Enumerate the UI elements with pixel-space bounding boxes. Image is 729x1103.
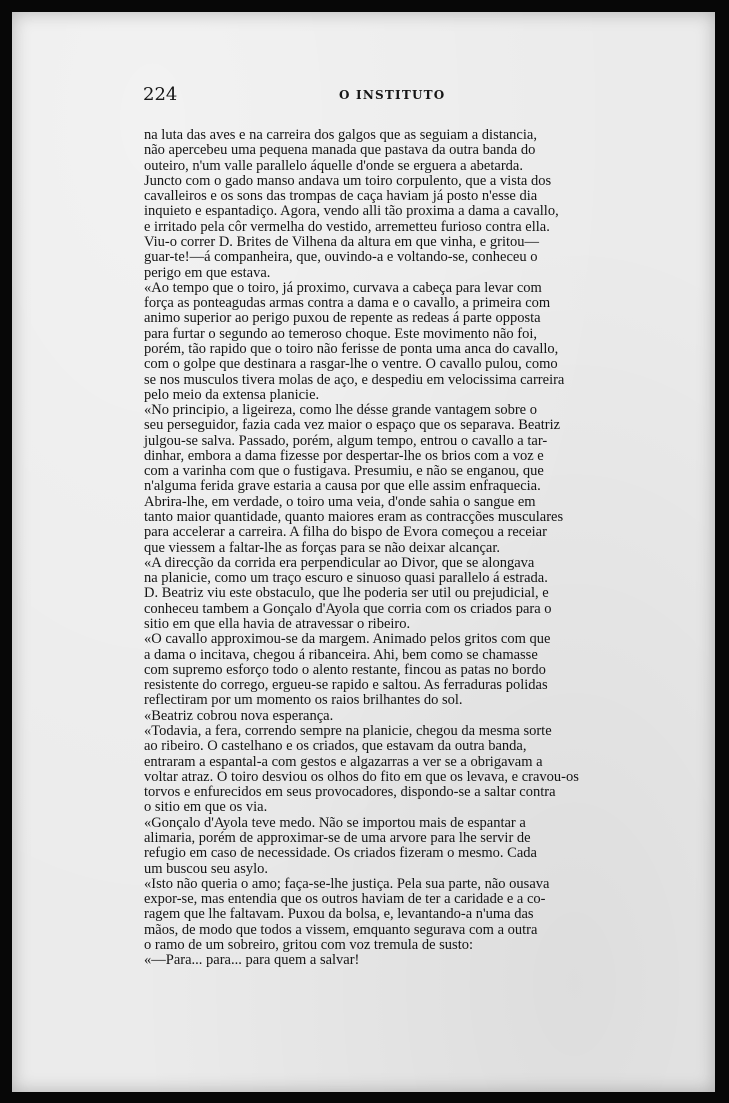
paragraph: «Todavia, a fera, correndo sempre na planicie, chegou da mesma sorte ao ribeiro. O castelhano e os criados, que estavam da outra banda, entraram a espantal-a com gestos e algazarras a ver se a obrigavam a voltar atraz. O toiro desviou os olhos do fito em que os levava, e cravou-os torvos e enfurecidos em seus provocadores, dispondo-se a saltar contra o sitio em que os via. <box>144 722 579 816</box>
paragraph: na luta das aves e na carreira dos galgos que as seguiam a distancia, não apercebeu uma pequena manada que pastava da outra banda do outeiro, n'um valle parallelo áquelle d'onde se erguera a abetarda. Juncto com o gado manso andava um toiro corpulento, que a vista dos cavalleiros e os sons das trompas de caça haviam já posto n'esse dia inquieto e espantadiço. Agora, vendo alli tão proxima a dama a cavallo, e irritado pela côr vermelha do vestido, arremetteu furioso contra ella. Viu-o correr D. Brites de Vilhena da altura em que vinha, e gritou— guar-te!—á companheira, que, ouvindo-a e voltando-se, conheceu o perigo em que estava. <box>144 127 559 281</box>
body-text <box>144 128 628 968</box>
paragraph: «No principio, a ligeireza, como lhe désse grande vantagem sobre o seu perseguidor, fazia cada vez maior o espaço que os separava. Beatriz julgou-se salva. Passado, porém, algum tempo, entrou o cavallo a tar- dinhar, embora a dama fizesse por despertar-lhe os brios com a voz e com a varinha com que o fustigava. Presumiu, e não se enganou, que n'alguma ferida grave estaria a causa por que elle assim enfraquecia. Abrira-lhe, em verdade, o toiro uma veia, d'onde sahia o sangue em tanto maior quantidade, quanto maiores eram as contracções musculares para accelerar a carreira. A filha do bispo de Evora começou a receiar que viessem a faltar-lhe as forças para se não deixar alcançar. <box>144 402 564 556</box>
paragraph: «Ao tempo que o toiro, já proximo, curvava a cabeça para levar com força as ponteagudas armas contra a dama e o cavallo, a primeira com animo superior ao perigo puxou de repente as redeas á parte opposta para furtar o segundo ao temeroso choque. Este movimento não foi, porém, tão rapido que o toiro não ferisse de ponta uma anca do cavallo, com o golpe que destinara a rasgar-lhe o ventre. O cavallo pulou, como se nos musculos tivera molas de aço, e despediu em velocissima carreira pelo meio da extensa planicie. <box>144 279 565 403</box>
paragraph: «Beatriz cobrou nova esperança. <box>144 707 334 724</box>
paragraph: «Isto não queria o amo; faça-se-lhe justiça. Pela sua parte, não ousava expor-se, mas entendia que os outros haviam de ter a caridade e a co- ragem que lhe faltavam. Puxou da bolsa, e, levantando-a n'uma das mãos, de modo que todos a vissem, emquanto segurava com a outra o ramo de um sobreiro, gritou com voz tremula de susto: <box>144 875 550 953</box>
paragraph: «Gonçalo d'Ayola teve medo. Não se importou mais de espantar a alimaria, porém de approximar-se de uma arvore para lhe servir de refugio em caso de necessidade. Os criados fizeram o mesmo. Cada um buscou seu asylo. <box>144 814 537 877</box>
page-number: 224 <box>143 84 178 105</box>
paragraph: «A direcção da corrida era perpendicular ao Divor, que se alongava na planicie, como um traço escuro e sinuoso quasi parallelo á estrada. D. Beatriz viu este obstaculo, que lhe poderia ser util ou prejudicial, e conheceu tambem a Gonçalo d'Ayola que corria com os criados para o sitio em que ella havia de atravessar o ribeiro. <box>144 554 552 632</box>
paragraph: «O cavallo approximou-se da margem. Animado pelos gritos com que a dama o incitava, chegou á ribanceira. Ahi, bem como se chamasse com supremo esforço todo o alento restante, fincou as patas no bordo resistente do corrego, ergueu-se rapido e saltou. As ferraduras polidas reflectiram por um momento os raios brilhantes do sol. <box>144 631 551 709</box>
journal-title: O INSTITUTO <box>339 88 446 102</box>
running-head <box>143 82 625 108</box>
paragraph: «—Para... para... para quem a salvar! <box>144 952 360 969</box>
